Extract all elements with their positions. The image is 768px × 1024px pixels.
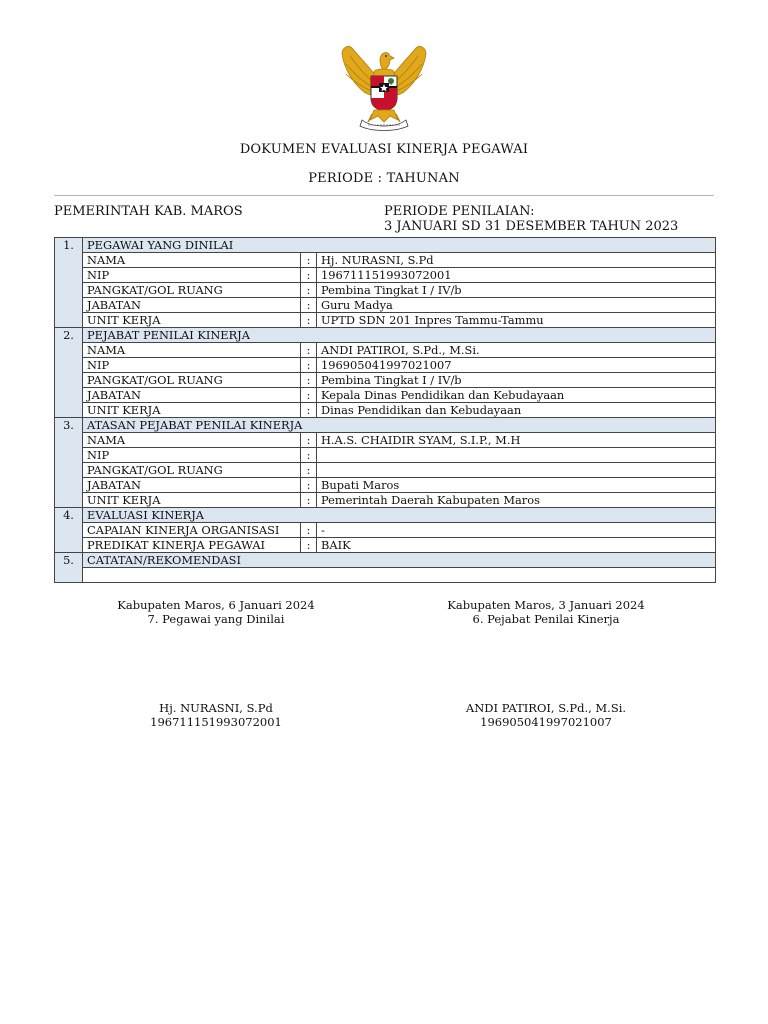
field-value: Kepala Dinas Pendidikan dan Kebudayaan: [317, 388, 716, 403]
section-header-1: [55, 238, 716, 253]
government-name: PEMERINTAH KAB. MAROS: [54, 204, 243, 219]
garuda-pancasila-emblem-icon: [334, 42, 434, 132]
section-title: PEJABAT PENILAI KINERJA: [83, 328, 716, 343]
field-label: NIP: [83, 448, 301, 463]
field-label: NAMA: [83, 343, 301, 358]
table-row: [55, 568, 716, 583]
field-value: -: [317, 523, 716, 538]
field-label: PANGKAT/GOL RUANG: [83, 283, 301, 298]
signature-date: Kabupaten Maros, 6 Januari 2024: [117, 598, 315, 612]
field-label: PANGKAT/GOL RUANG: [83, 463, 301, 478]
table-row: [55, 403, 716, 418]
table-row: [55, 283, 716, 298]
colon: :: [301, 463, 317, 478]
signature-role: 7. Pegawai yang Dinilai: [147, 612, 285, 626]
signature-role: 6. Pejabat Penilai Kinerja: [472, 612, 620, 626]
section-number: 5.: [55, 553, 83, 583]
colon: :: [301, 373, 317, 388]
field-value: H.A.S. CHAIDIR SYAM, S.I.P., M.H: [317, 433, 716, 448]
signature-nip: 196711151993072001: [150, 715, 282, 729]
field-value: Pemerintah Daerah Kabupaten Maros: [317, 493, 716, 508]
field-label: NAMA: [83, 253, 301, 268]
table-row: [55, 538, 716, 553]
assessment-period-label: PERIODE PENILAIAN:: [384, 204, 535, 219]
table-row: [55, 313, 716, 328]
colon: :: [301, 523, 317, 538]
field-label: UNIT KERJA: [83, 403, 301, 418]
table-row: [55, 433, 716, 448]
table-row: [55, 493, 716, 508]
colon: :: [301, 268, 317, 283]
section-title: PEGAWAI YANG DINILAI: [83, 238, 716, 253]
field-value: Pembina Tingkat I / IV/b: [317, 283, 716, 298]
field-value: 196711151993072001: [317, 268, 716, 283]
field-label: PANGKAT/GOL RUANG: [83, 373, 301, 388]
field-label: JABATAN: [83, 298, 301, 313]
colon: :: [301, 478, 317, 493]
document-title: DOKUMEN EVALUASI KINERJA PEGAWAI: [239, 142, 529, 157]
table-row: [55, 253, 716, 268]
table-row: [55, 343, 716, 358]
colon: :: [301, 298, 317, 313]
field-label: UNIT KERJA: [83, 313, 301, 328]
table-row: [55, 373, 716, 388]
colon: :: [301, 343, 317, 358]
assessment-period-value: 3 JANUARI SD 31 DESEMBER TAHUN 2023: [384, 219, 679, 234]
field-label: PREDIKAT KINERJA PEGAWAI: [83, 538, 301, 553]
section-number: 2.: [55, 328, 83, 418]
table-row: [55, 358, 716, 373]
field-label: UNIT KERJA: [83, 493, 301, 508]
colon: :: [301, 538, 317, 553]
table-row: [55, 298, 716, 313]
field-value: [317, 448, 716, 463]
colon: :: [301, 253, 317, 268]
section-title: EVALUASI KINERJA: [83, 508, 716, 523]
field-label: NIP: [83, 358, 301, 373]
section-header-3: [55, 418, 716, 433]
section-number: 3.: [55, 418, 83, 508]
signature-nip: 196905041997021007: [480, 715, 612, 729]
table-row: [55, 448, 716, 463]
signature-name: ANDI PATIROI, S.Pd., M.Si.: [465, 701, 627, 715]
colon: :: [301, 313, 317, 328]
colon: :: [301, 403, 317, 418]
colon: :: [301, 358, 317, 373]
section-title: CATATAN/REKOMENDASI: [83, 553, 716, 568]
period-line: PERIODE : TAHUNAN: [308, 171, 460, 186]
table-row: [55, 388, 716, 403]
signature-name: Hj. NURASNI, S.Pd: [159, 701, 273, 715]
field-value: [317, 463, 716, 478]
field-value: Bupati Maros: [317, 478, 716, 493]
field-label: JABATAN: [83, 388, 301, 403]
table-row: [55, 523, 716, 538]
evaluation-table: [54, 237, 716, 583]
colon: :: [301, 283, 317, 298]
section-header-2: [55, 328, 716, 343]
field-label: NIP: [83, 268, 301, 283]
field-value: Dinas Pendidikan dan Kebudayaan: [317, 403, 716, 418]
field-label: JABATAN: [83, 478, 301, 493]
assessment-period: [384, 204, 678, 234]
field-value: Guru Madya: [317, 298, 716, 313]
colon: :: [301, 448, 317, 463]
field-label: NAMA: [83, 433, 301, 448]
colon: :: [301, 433, 317, 448]
field-label: CAPAIAN KINERJA ORGANISASI: [83, 523, 301, 538]
field-value: 196905041997021007: [317, 358, 716, 373]
section-number: 1.: [55, 238, 83, 328]
section-title: ATASAN PEJABAT PENILAI KINERJA: [83, 418, 716, 433]
colon: :: [301, 493, 317, 508]
notes-field: [83, 568, 716, 583]
divider: [54, 195, 714, 196]
table-row: [55, 268, 716, 283]
field-value: Pembina Tingkat I / IV/b: [317, 373, 716, 388]
field-value: ANDI PATIROI, S.Pd., M.Si.: [317, 343, 716, 358]
colon: :: [301, 388, 317, 403]
field-value: BAIK: [317, 538, 716, 553]
field-value: UPTD SDN 201 Inpres Tammu-Tammu: [317, 313, 716, 328]
table-row: [55, 478, 716, 493]
signature-date: Kabupaten Maros, 3 Januari 2024: [447, 598, 645, 612]
section-header-5: [55, 553, 716, 568]
field-value: Hj. NURASNI, S.Pd: [317, 253, 716, 268]
table-row: [55, 463, 716, 478]
section-number: 4.: [55, 508, 83, 553]
section-header-4: [55, 508, 716, 523]
